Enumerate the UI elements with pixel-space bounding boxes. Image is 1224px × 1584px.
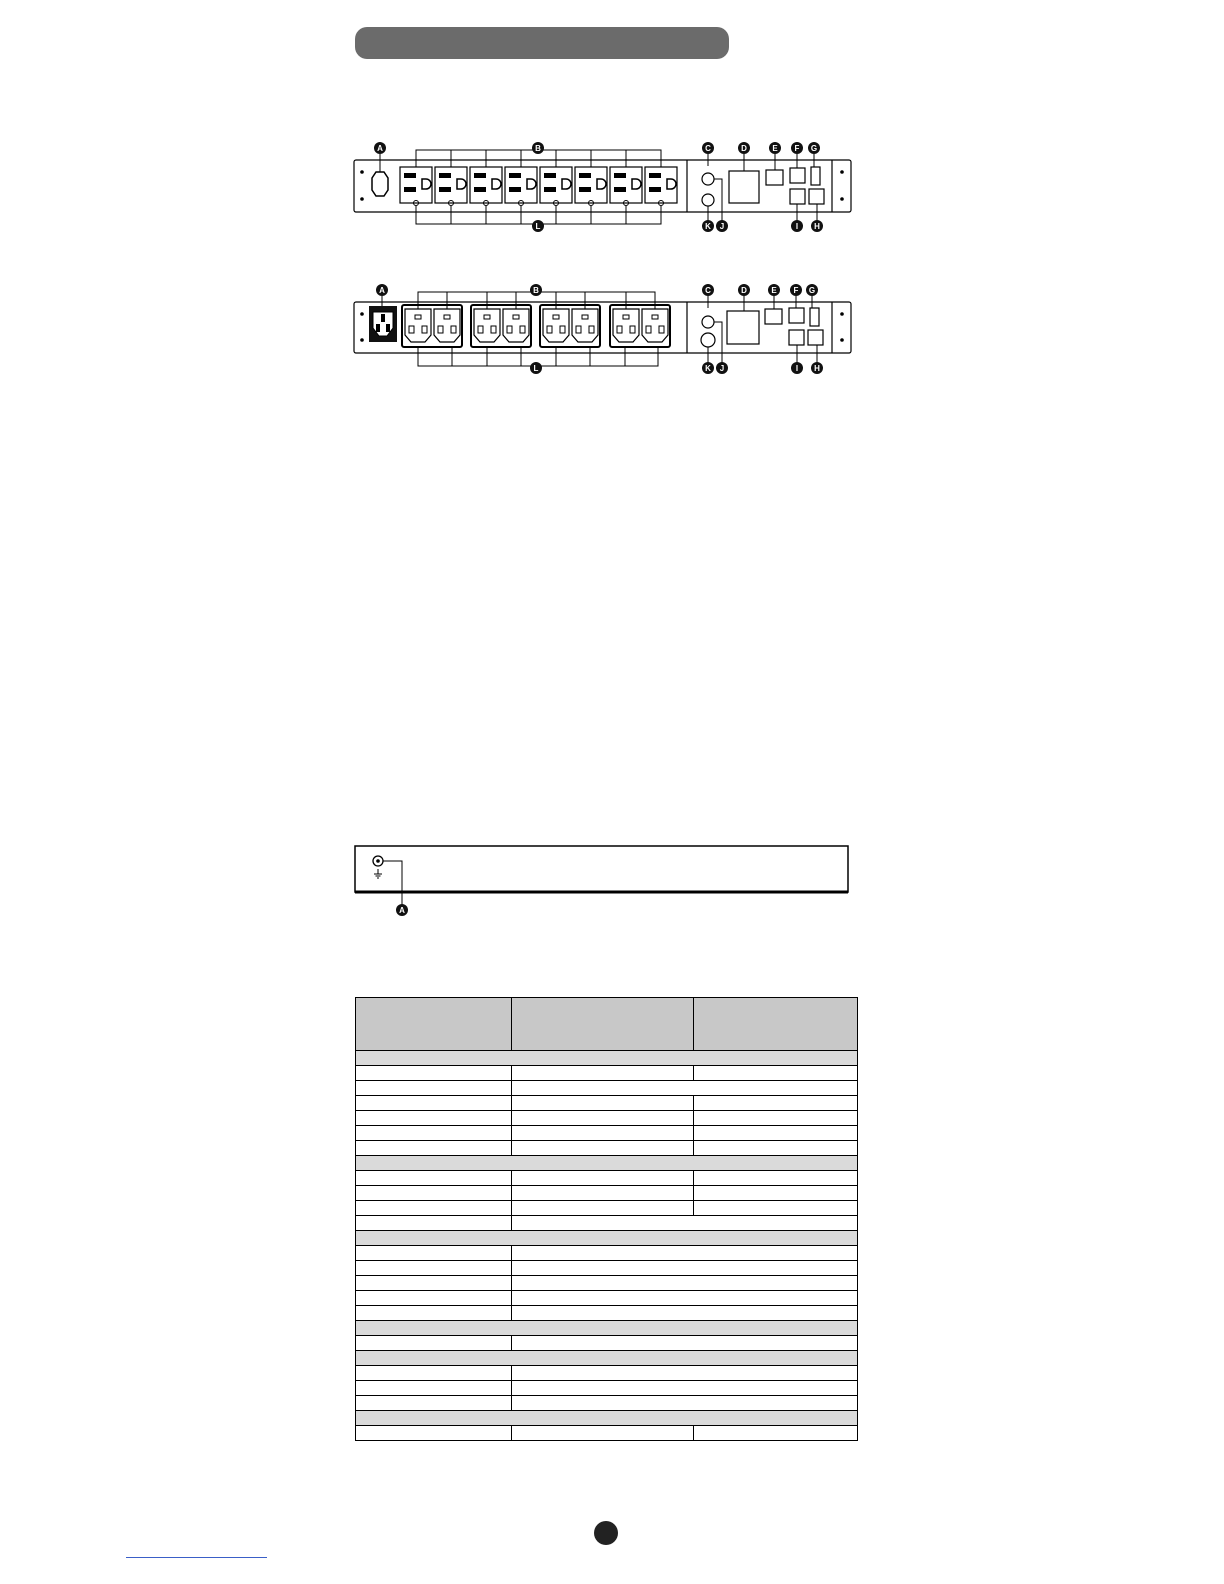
- table-cell: [694, 1186, 858, 1201]
- network-port-e: [765, 309, 782, 324]
- table-cell: [512, 1291, 858, 1306]
- callout-b: B: [533, 286, 539, 295]
- network-port-i: [790, 189, 805, 204]
- table-section-row: [356, 1411, 858, 1426]
- table-cell: [512, 1396, 858, 1411]
- table-row: [356, 1306, 858, 1321]
- specifications-table: [355, 997, 858, 1441]
- lcd-display: [727, 311, 759, 344]
- table-cell: [512, 1366, 858, 1381]
- callout-d: D: [741, 286, 747, 295]
- table-section-row: [356, 1321, 858, 1336]
- table-section-row: [356, 1156, 858, 1171]
- table-cell: [356, 1291, 512, 1306]
- network-port-f: [790, 168, 805, 183]
- table-row: [356, 1426, 858, 1441]
- callout-h: H: [814, 222, 820, 231]
- network-port-h: [808, 330, 823, 345]
- callout-j: J: [719, 222, 725, 231]
- power-inlet: [372, 172, 388, 196]
- table-cell: [356, 1246, 512, 1261]
- table-header-cell: [512, 998, 694, 1051]
- table-cell: [356, 1336, 512, 1351]
- network-port-e: [766, 170, 783, 185]
- table-cell: [356, 1366, 512, 1381]
- table-cell: [694, 1066, 858, 1081]
- ground-panel-diagram: [340, 838, 860, 922]
- table-cell: [356, 1306, 512, 1321]
- table-cell: [356, 1111, 512, 1126]
- table-section-cell: [356, 1051, 858, 1066]
- callout-g: G: [810, 144, 818, 153]
- callout-a: A: [377, 144, 383, 153]
- section-header-bar: [355, 27, 729, 59]
- usb-port: [811, 167, 820, 185]
- usb-port: [810, 308, 819, 326]
- table-cell: [694, 1096, 858, 1111]
- front-panel-diagram: [340, 136, 860, 236]
- callout-a: A: [379, 286, 385, 295]
- table-row: [356, 1366, 858, 1381]
- table-cell: [356, 1426, 512, 1441]
- table-header-row: [356, 998, 858, 1051]
- table-header-cell: [694, 998, 858, 1051]
- nema-outlets: [400, 167, 677, 203]
- table-cell: [356, 1186, 512, 1201]
- ground-symbol-icon: [374, 869, 382, 878]
- table-row: [356, 1261, 858, 1276]
- table-row: [356, 1171, 858, 1186]
- table-section-cell: [356, 1156, 858, 1171]
- table-cell: [694, 1126, 858, 1141]
- table-cell: [512, 1246, 858, 1261]
- callout-g: G: [808, 286, 816, 295]
- table-cell: [694, 1171, 858, 1186]
- table-row: [356, 1396, 858, 1411]
- table-cell: [356, 1171, 512, 1186]
- table-cell: [356, 1216, 512, 1231]
- callout-i: I: [795, 364, 799, 373]
- table-row: [356, 1246, 858, 1261]
- callout-f: F: [794, 144, 800, 153]
- callout-f: F: [793, 286, 799, 295]
- table-cell: [356, 1381, 512, 1396]
- table-row: [356, 1096, 858, 1111]
- table-row: [356, 1216, 858, 1231]
- callout-l: L: [533, 364, 539, 373]
- callout-e: E: [772, 144, 778, 153]
- table-section-row: [356, 1231, 858, 1246]
- callout-e: E: [771, 286, 777, 295]
- table-section-row: [356, 1351, 858, 1366]
- table-cell: [694, 1141, 858, 1156]
- table-cell: [694, 1111, 858, 1126]
- callout-c: C: [705, 144, 711, 153]
- table-row: [356, 1276, 858, 1291]
- table-row: [356, 1336, 858, 1351]
- table-cell: [356, 1396, 512, 1411]
- table-cell: [356, 1201, 512, 1216]
- table-row: [356, 1126, 858, 1141]
- table-row: [356, 1111, 858, 1126]
- callout-j: J: [719, 364, 725, 373]
- table-cell: [512, 1276, 858, 1291]
- table-cell: [356, 1096, 512, 1111]
- network-port-f: [789, 308, 804, 323]
- rear-panel-diagram: [340, 278, 860, 378]
- callout-b: B: [535, 144, 541, 153]
- table-section-cell: [356, 1231, 858, 1246]
- table-row: [356, 1066, 858, 1081]
- table-cell: [694, 1426, 858, 1441]
- table-cell: [512, 1201, 694, 1216]
- callout-a: A: [399, 906, 405, 915]
- table-row: [356, 1141, 858, 1156]
- table-row: [356, 1201, 858, 1216]
- table-row: [356, 1291, 858, 1306]
- callout-i: I: [795, 222, 799, 231]
- table-cell: [512, 1186, 694, 1201]
- table-cell: [356, 1066, 512, 1081]
- callout-d: D: [741, 144, 747, 153]
- table-cell: [356, 1141, 512, 1156]
- table-section-row: [356, 1051, 858, 1066]
- table-cell: [512, 1126, 694, 1141]
- network-port-h: [809, 189, 824, 204]
- table-cell: [512, 1096, 694, 1111]
- callout-c: C: [705, 286, 711, 295]
- table-section-cell: [356, 1411, 858, 1426]
- table-cell: [512, 1216, 858, 1231]
- table-row: [356, 1081, 858, 1096]
- network-port-i: [789, 330, 804, 345]
- callout-k: K: [705, 364, 711, 373]
- table-section-cell: [356, 1321, 858, 1336]
- table-header-cell: [356, 998, 512, 1051]
- table-cell: [356, 1261, 512, 1276]
- callout-h: H: [814, 364, 820, 373]
- table-cell: [512, 1111, 694, 1126]
- callout-l: L: [535, 222, 541, 231]
- callout-k: K: [705, 222, 711, 231]
- table-cell: [356, 1126, 512, 1141]
- table-cell: [512, 1081, 858, 1096]
- table-cell: [512, 1066, 694, 1081]
- table-cell: [512, 1381, 858, 1396]
- table-cell: [512, 1171, 694, 1186]
- lcd-display: [729, 171, 759, 203]
- table-cell: [694, 1201, 858, 1216]
- table-cell: [356, 1081, 512, 1096]
- table-row: [356, 1186, 858, 1201]
- footer-link-underline: [126, 1557, 267, 1558]
- page-number-badge: [594, 1521, 618, 1545]
- table-cell: [512, 1141, 694, 1156]
- table-section-cell: [356, 1351, 858, 1366]
- table-row: [356, 1381, 858, 1396]
- table-cell: [512, 1336, 858, 1351]
- table-cell: [512, 1306, 858, 1321]
- table-cell: [512, 1261, 858, 1276]
- table-cell: [512, 1426, 694, 1441]
- table-cell: [356, 1276, 512, 1291]
